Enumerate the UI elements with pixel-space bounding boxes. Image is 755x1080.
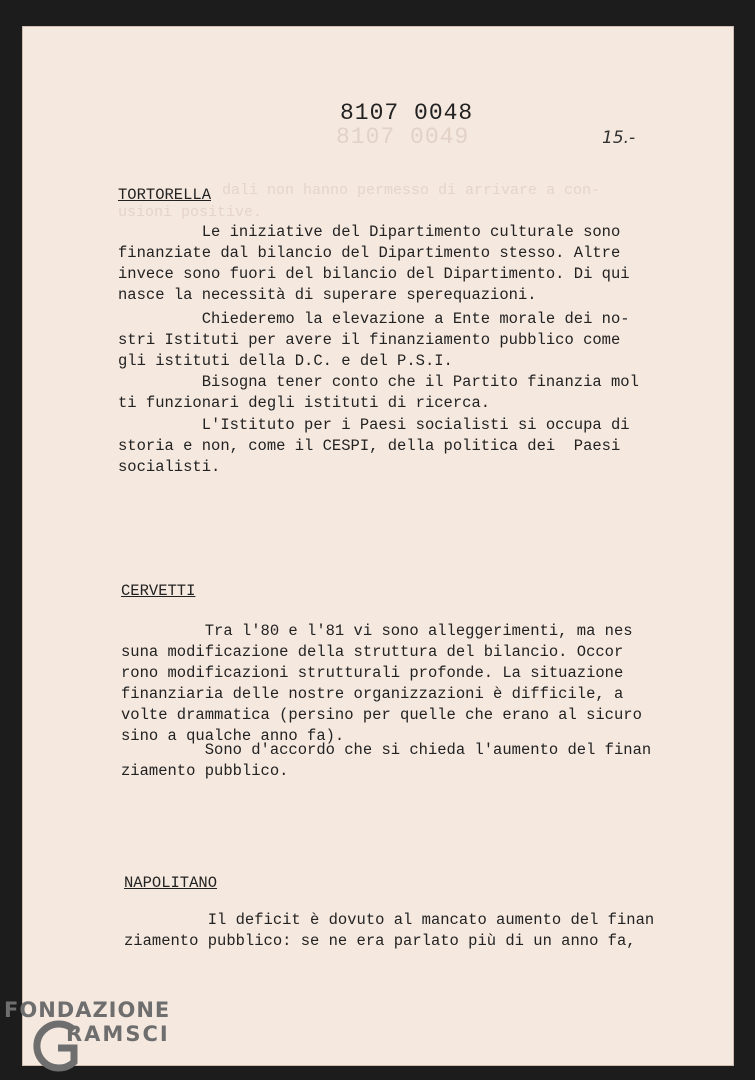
paragraph: Bisogna tener conto che il Partito finanzia mol ti funzionari degli istituti di ricerca.: [118, 373, 639, 412]
speaker-name: TORTORELLA: [118, 186, 212, 204]
watermark-line1: FONDAZIONE: [4, 998, 171, 1022]
paragraph: L'Istituto per i Paesi socialisti si occupa di storia e non, come il CESPI, della politica dei Paesi socialisti.: [118, 416, 630, 476]
document-page: [22, 26, 734, 1066]
fondazione-gramsci-watermark: [4, 996, 184, 1074]
speaker-name: NAPOLITANO: [124, 874, 218, 892]
bleed-through-number: 8107 0049: [336, 124, 470, 150]
document-number: 8107 0048: [340, 100, 474, 126]
paragraph: Sono d'accordo che si chieda l'aumento del finan ziamento pubblico.: [121, 741, 652, 780]
watermark-line2: RAMSCI: [66, 1022, 170, 1046]
paragraph: Il deficit è dovuto al mancato aumento del finan ziamento pubblico: se ne era parlato più di un anno fa,: [124, 911, 655, 950]
page-number: 15.-: [602, 128, 636, 148]
paragraph: Le iniziative del Dipartimento culturale sono finanziate dal bilancio del Dipartimento stesso. Altre invece sono fuori del bilancio del Dipartimento. Di qui nasce la necessità di superare sperequazioni.: [118, 223, 630, 304]
paragraph: Chiederemo la elevazione a Ente morale dei no- stri Istituti per avere il finanziamento pubblico come gli istituti della D.C. e del P.S.I.: [118, 310, 630, 370]
speaker-name: CERVETTI: [121, 582, 196, 600]
paragraph: Tra l'80 e l'81 vi sono alleggerimenti, ma nes suna modificazione della struttura del bilancio. Occor rono modificazioni strutturali profonde. La situazione finanziaria delle nostre organizzazioni è difficile, a volte drammatica (persino per quelle che erano al sicuro sino a qualche anno fa).: [121, 622, 642, 745]
bleed-through-line: usioni positive.: [118, 204, 263, 221]
bleed-through-line: dali non hanno permesso di arrivare a con-: [222, 182, 601, 199]
